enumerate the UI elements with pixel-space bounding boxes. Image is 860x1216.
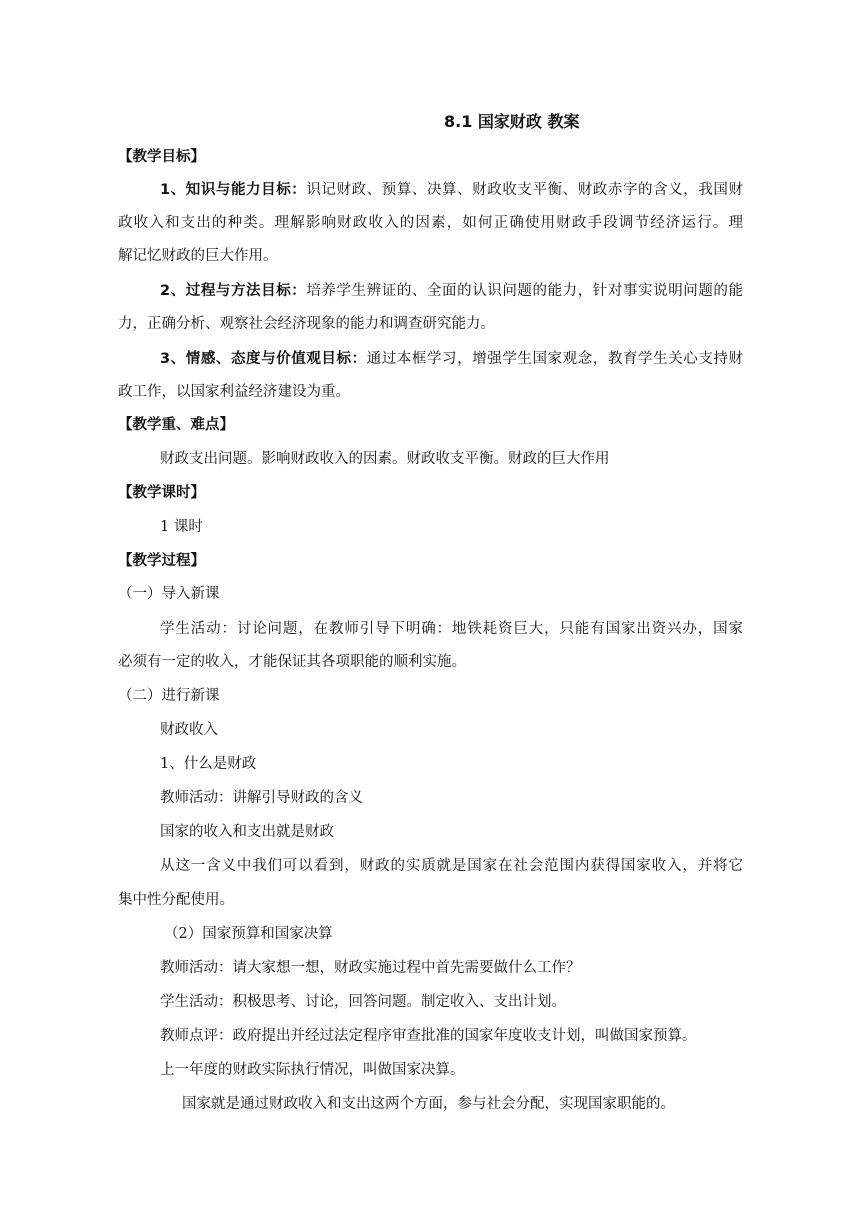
teacher-activity2: 教师活动：请大家想一想，财政实施过程中首先需要做什么工作？ (160, 960, 581, 976)
goal3-lead: 3、情感、态度与价值观目标： (160, 351, 367, 367)
section-heading-goals: 【教学目标】 (118, 149, 205, 165)
student-activity2: 学生活动：积极思考、讨论，回答问题。制定收入、支出计划。 (160, 994, 566, 1010)
section-heading-process: 【教学过程】 (118, 553, 205, 569)
goal2-line1 (118, 281, 743, 301)
item1-heading: 1、什么是财政 (160, 756, 257, 772)
section-heading-keys: 【教学重、难点】 (118, 417, 234, 433)
keys-text: 财政支出问题。影响财政收入的因素。财政收支平衡。财政的巨大作用 (160, 451, 610, 467)
goal3-line1 (118, 349, 743, 369)
goal1-line2: 政收入和支出的种类。理解影响财政收入的因素，如何正确使用财政手段调节经济运行。理 (118, 215, 743, 231)
hours-text: 1 课时 (160, 519, 203, 535)
student-activity1-line1: 学生活动：讨论问题，在教师引导下明确：地铁耗资巨大，只能有国家出资兴办，国家 (160, 621, 743, 637)
conclusion-text: 国家就是通过财政收入和支出这两个方面，参与社会分配，实现国家职能的。 (182, 1096, 675, 1112)
part1-heading: （一）导入新课 (118, 586, 220, 602)
finance-definition: 国家的收入和支出就是财政 (160, 824, 334, 840)
essence-line1: 从这一含义中我们可以看到，财政的实质就是国家在社会范围内获得国家收入，并将它 (160, 858, 743, 874)
goal3-text: 通过本框学习，增强学生国家观念，教育学生关心支持财 (366, 351, 744, 367)
page-title: 8.1 国家财政 教案 (444, 112, 580, 131)
section-heading-hours: 【教学课时】 (118, 485, 205, 501)
sub-heading-income: 财政收入 (160, 722, 218, 738)
goal1-text: 识记财政、预算、决算、财政收支平衡、财政赤字的含义，我国财 (306, 182, 743, 198)
part2-heading: （二）进行新课 (118, 688, 220, 704)
goal2-line2: 力，正确分析、观察社会经济现象的能力和调查研究能力。 (118, 316, 495, 332)
goal2-text: 培养学生辨证的、全面的认识问题的能力，针对事实说明问题的能 (306, 283, 743, 299)
teacher-activity1: 教师活动：讲解引导财政的含义 (160, 790, 363, 806)
item2-heading: （2）国家预算和国家决算 (164, 926, 333, 942)
teacher-comment: 教师点评：政府提出并经过法定程序审查批准的国家年度收支计划，叫做国家预算。 (160, 1028, 697, 1044)
goal1-line3: 解记忆财政的巨大作用。 (118, 248, 278, 264)
goal1-lead: 1、知识与能力目标： (160, 182, 307, 198)
student-activity1-line2: 必须有一定的收入，才能保证其各项职能的顺利实施。 (118, 654, 466, 670)
essence-line2: 集中性分配使用。 (118, 892, 234, 908)
final-accounts-text: 上一年度的财政实际执行情况，叫做国家决算。 (160, 1062, 465, 1078)
goal2-lead: 2、过程与方法目标： (160, 283, 307, 299)
goal1-line1 (118, 180, 743, 200)
goal3-line2: 政工作，以国家利益经济建设为重。 (118, 384, 350, 400)
